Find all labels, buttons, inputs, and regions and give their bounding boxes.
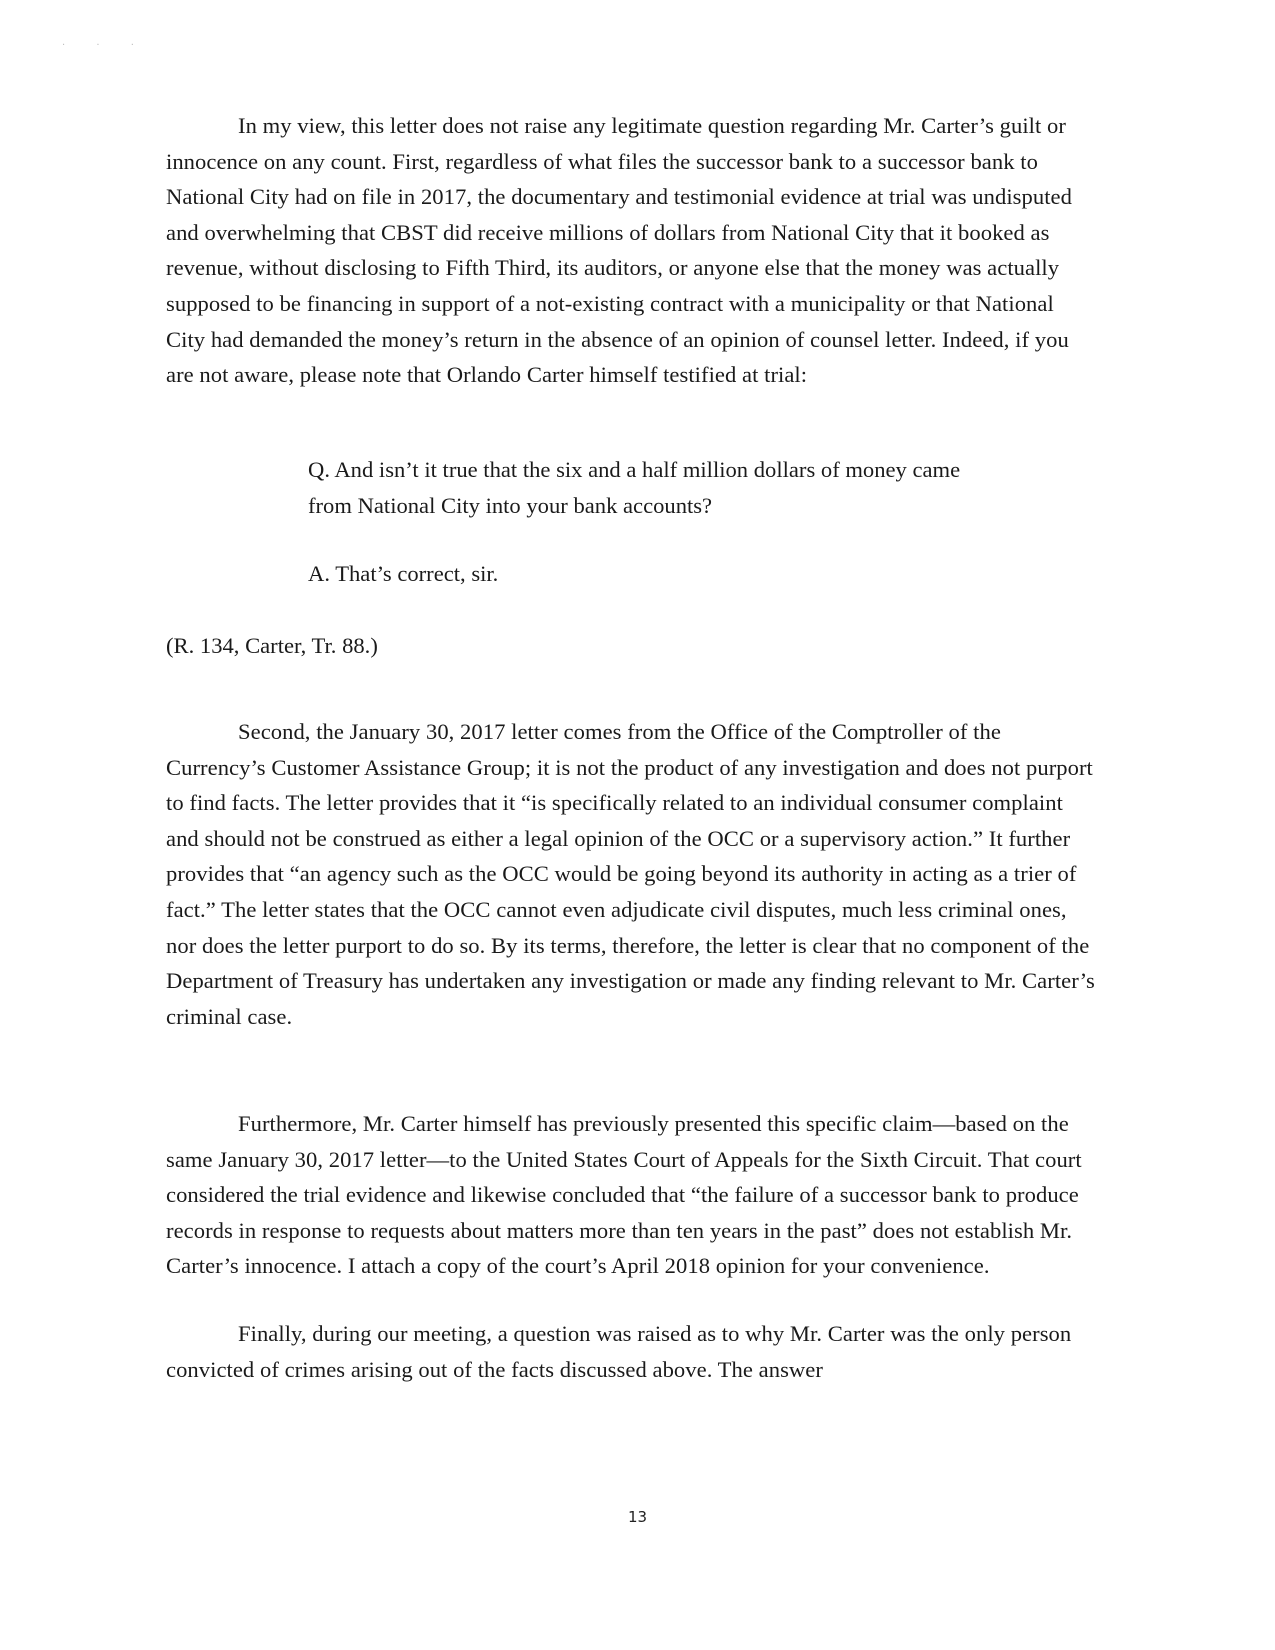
document-body [166, 108, 1096, 393]
record-citation: (R. 134, Carter, Tr. 88.) [166, 633, 378, 658]
testimony-answer: A. That’s correct, sir. [308, 561, 499, 586]
page-number: 13 [627, 1508, 648, 1526]
document-body-3 [166, 1106, 1096, 1284]
paragraph-3: Furthermore, Mr. Carter himself has previously presented this specific claim—based on the same January 30, 2017 letter—to the United States Court of Appeals for the Sixth Circuit. That court considered the trial evidence and likewise concluded that “the failure of a successor bank to produce records in response to requests about matters more than ten years in the past” does not establish Mr. Carter’s innocence. I attach a copy of the court’s April 2018 opinion for your convenience. [166, 1111, 1082, 1279]
paragraph-1: In my view, this letter does not raise any legitimate question regarding Mr. Carter’s guilt or innocence on any count. First, regardless of what files the successor bank to a successor bank to National City had on file in 2017, the documentary and testimonial evidence at trial was undisputed and overwhelming that CBST did receive millions of dollars from National City that it booked as revenue, without disclosing to Fifth Third, its auditors, or anyone else that the money was actually supposed to be financing in support of a not-existing contract with a municipality or that National City had demanded the money’s return in the absence of an opinion of counsel letter. Indeed, if you are not aware, please note that Orlando Carter himself testified at trial: [166, 113, 1072, 388]
paragraph-2: Second, the January 30, 2017 letter comes from the Office of the Comptroller of the Currency’s Customer Assistance Group; it is not the product of any investigation and does not purport to find facts. The letter provides that it “is specifically related to an individual consumer complaint and should not be construed as either a legal opinion of the OCC or a supervisory action.” It further provides that “an agency such as the OCC would be going beyond its authority in acting as a trier of fact.” The letter states that the OCC cannot even adjudicate civil disputes, much less criminal ones, nor does the letter purport to do so. By its terms, therefore, the letter is clear that no component of the Department of Treasury has undertaken any investigation or made any finding relevant to Mr. Carter’s criminal case. [166, 719, 1095, 1029]
paragraph-4: Finally, during our meeting, a question was raised as to why Mr. Carter was the only person convicted of crimes arising out of the facts discussed above. The answer [166, 1321, 1072, 1382]
document-body-4 [166, 1316, 1096, 1387]
scan-artifact: · · · [62, 40, 148, 51]
testimony-question: Q. And isn’t it true that the six and a half million dollars of money came from National City into your bank accounts? [308, 457, 961, 518]
document-body-2 [166, 714, 1096, 1034]
